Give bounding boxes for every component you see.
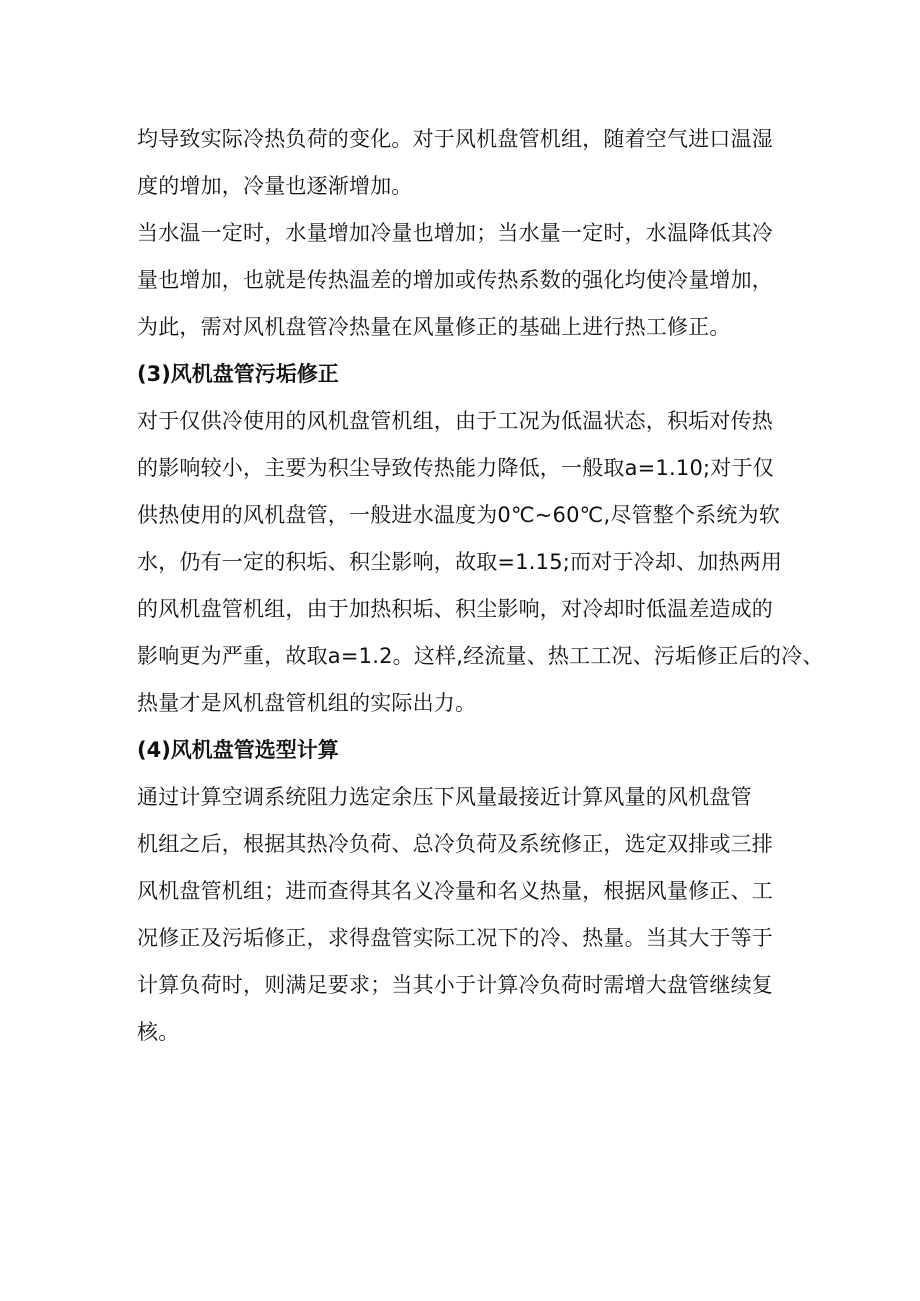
text-line: 影响更为严重，故取a=1.2。这样,经流量、热工工况、污垢修正后的冷、 [137, 644, 824, 668]
text-line: 供热使用的风机盘管，一般进水温度为0℃~60℃,尽管整个系统为软 [137, 503, 780, 527]
text-line: 量也增加，也就是传热温差的增加或传热系数的强化均使冷量增加， [137, 268, 773, 292]
text-line: 机组之后，根据其热冷负荷、总冷负荷及系统修正，选定双排或三排 [137, 832, 773, 856]
text-line: 为此，需对风机盘管冷热量在风量修正的基础上进行热工修正。 [137, 315, 731, 339]
text-line: 通过计算空调系统阻力选定余压下风量最接近计算风量的风机盘管 [137, 785, 752, 809]
text-line: 况修正及污垢修正，求得盘管实际工况下的冷、热量。当其大于等于 [137, 926, 773, 950]
text-line: 的风机盘管机组，由于加热积垢、积尘影响，对冷却时低温差造成的 [137, 597, 773, 621]
paragraph-fouling-correction [137, 398, 824, 727]
document-body [137, 116, 824, 1056]
paragraph-load-variation [137, 116, 787, 210]
text-line: 的影响较小，主要为积尘导致传热能力降低，一般取a=1.10;对于仅 [137, 456, 774, 480]
text-line: 计算负荷时，则满足要求；当其小于计算冷负荷时需增大盘管继续复 [137, 973, 773, 997]
text-line: 均导致实际冷热负荷的变化。对于风机盘管机组，随着空气进口温湿 [137, 127, 773, 151]
paragraph-selection-calculation [137, 774, 787, 1056]
text-line: 热量才是风机盘管机组的实际出力。 [137, 691, 477, 715]
section-heading-selection-calculation: (4)风机盘管选型计算 [137, 738, 339, 762]
text-line: 风机盘管机组；进而查得其名义冷量和名义热量，根据风量修正、工 [137, 879, 773, 903]
text-line: 当水温一定时，水量增加冷量也增加；当水量一定时，水温降低其冷 [137, 221, 773, 245]
section-heading-fouling-correction: (3)风机盘管污垢修正 [137, 362, 339, 386]
paragraph-thermal-correction [137, 210, 787, 351]
text-line: 对于仅供冷使用的风机盘管机组，由于工况为低温状态，积垢对传热 [137, 409, 773, 433]
text-line: 度的增加，冷量也逐渐增加。 [137, 174, 413, 198]
text-line: 水，仍有一定的积垢、积尘影响，故取=1.15;而对于冷却、加热两用 [137, 550, 783, 574]
text-line: 核。 [137, 1020, 180, 1044]
